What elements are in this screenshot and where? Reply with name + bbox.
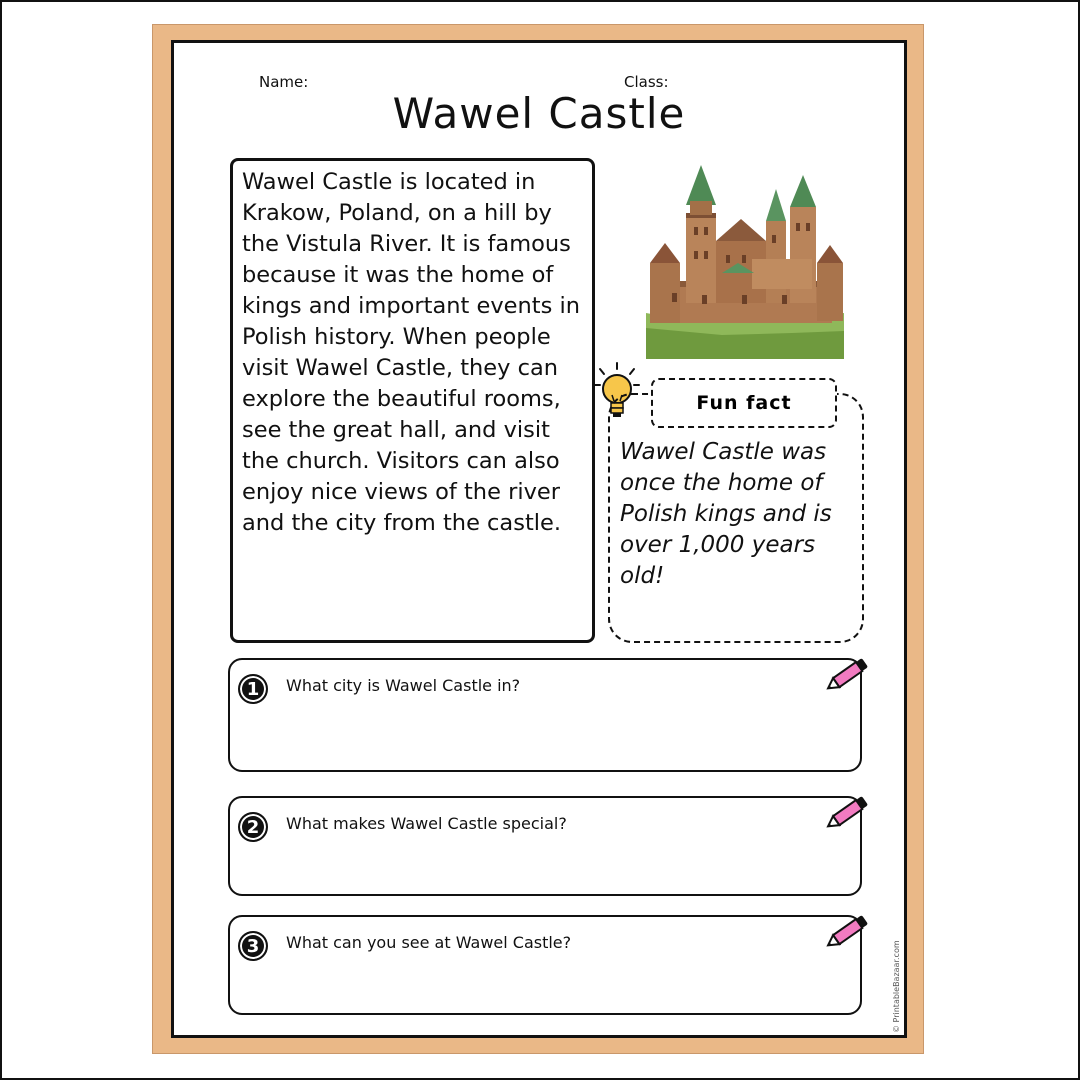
question-text-1: What city is Wawel Castle in? bbox=[286, 676, 521, 695]
question-box-3[interactable] bbox=[228, 915, 862, 1015]
castle-illustration-icon bbox=[642, 163, 848, 359]
question-text-2: What makes Wawel Castle special? bbox=[286, 814, 567, 833]
copyright-text: © PrintableBazaar.com bbox=[892, 940, 901, 1033]
pencil-icon bbox=[822, 652, 874, 698]
fun-fact-text: Wawel Castle was once the home of Polish kings and is over 1,000 years old! bbox=[620, 439, 832, 589]
question-number-2: 2 bbox=[238, 812, 268, 842]
pencil-icon bbox=[822, 909, 874, 955]
question-box-2[interactable] bbox=[228, 796, 862, 896]
reading-passage: Wawel Castle is located in Krakow, Poland, on a hill by the Vistula River. It is famous because it was the home of kings and important events in Polish history. When people visit Wawel Castle, they can explore the beautiful rooms, see the great hall, and visit the church. Visitors can also enjoy nice views of the river and the city from the castle. bbox=[230, 158, 595, 643]
fun-fact-label: Fun fact bbox=[651, 378, 837, 428]
class-label: Class: bbox=[624, 73, 669, 91]
question-number-1: 1 bbox=[238, 674, 268, 704]
name-label: Name: bbox=[259, 73, 309, 91]
pencil-icon bbox=[822, 790, 874, 836]
question-number-3: 3 bbox=[238, 931, 268, 961]
worksheet-frame bbox=[152, 24, 924, 1054]
question-box-1[interactable] bbox=[228, 658, 862, 772]
question-text-3: What can you see at Wawel Castle? bbox=[286, 933, 572, 952]
worksheet-page bbox=[171, 40, 907, 1038]
page-title: Wawel Castle bbox=[392, 89, 686, 138]
